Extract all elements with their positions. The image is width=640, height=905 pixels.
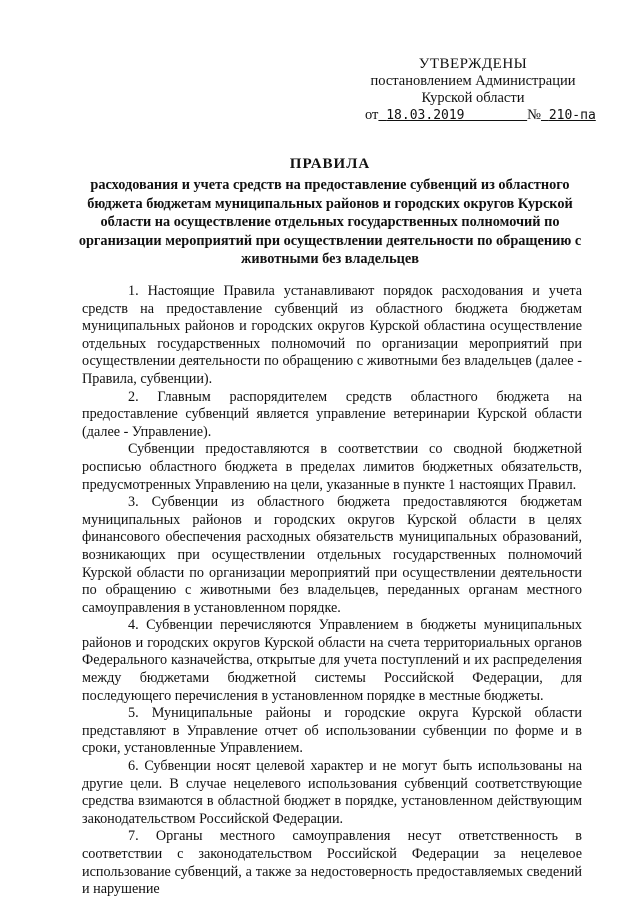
- number-value: 210-па: [548, 108, 596, 123]
- paragraph-8: 7. Органы местного самоуправления несут ответственность в соответствии с законодательством Российской Федерации за нецелевое использование субвенций, а также за недостоверность предоставляемых сведений и нарушение: [82, 828, 582, 898]
- date-prefix: от: [365, 107, 379, 123]
- paragraph-4: 3. Субвенции из областного бюджета предоставляются бюджетам муниципальных районов и городских округов Курской области в целях финансового обеспечения расходных обязательств муниципальных образований, возникающих при осуществлении отдельных государственных полномочий Курской области по организации мероприятий при осуществлении деятельности по обращению с животными без владельцев, переданных органам местного самоуправления в установленном порядке.: [82, 494, 582, 616]
- paragraph-7: 6. Субвенции носят целевой характер и не могут быть использованы на другие цели. В случае нецелевого использования субвенций соответствующие средства взимаются в областной бюджет в порядке, установленном действующим законодательством Российской Федерации.: [82, 758, 582, 827]
- paragraph-1: 1. Настоящие Правила устанавливают порядок расходования и учета средств на предоставление субвенций из областного бюджета бюджетам муниципальных районов и городских округов Курской областина осуществление отдельных государственных полномочий по организации мероприятий при осуществлении деятельности по обращению с животными без владельцев (далее - Правила, субвенции).: [82, 283, 582, 387]
- document-header: [70, 154, 590, 269]
- approval-title: УТВЕРЖДЕНЫ: [418, 56, 528, 72]
- document-body: [82, 283, 582, 899]
- number-prefix: №: [527, 107, 541, 123]
- date-value: 18.03.2019: [386, 108, 465, 123]
- paragraph-3: Субвенции предоставляются в соответствии со сводной бюджетной росписью областного бюджета в пределах лимитов бюджетных обязательств, предусмотренных Управлению на цели, указанные в пункте 1 настоящих Правил.: [82, 441, 582, 493]
- paragraph-6: 5. Муниципальные районы и городские округа Курской области представляют в Управление отчет об использовании субвенции по форме и в сроки, установленные Управлением.: [82, 705, 582, 757]
- approval-line-2: Курской области: [421, 90, 525, 106]
- approval-line-1: постановлением Администрации: [370, 73, 576, 89]
- document-subtitle: расходования и учета средств на предоставление субвенций из областного бюджета бюджетам муниципальных районов и городских округов Курской области на осуществление отдельных государственных полномочий по организации мероприятий при осуществлении деятельности по обращению с животными без владельцев: [78, 177, 582, 267]
- document-title: ПРАВИЛА: [289, 156, 371, 172]
- paragraph-2: 2. Главным распорядителем средств областного бюджета на предоставление субвенций является управление ветеринарии Курской области (далее - Управление).: [82, 388, 582, 440]
- paragraph-5: 4. Субвенции перечисляются Управлением в бюджеты муниципальных районов и городских округов Курской области на счета территориальных органов Федерального казначейства, открытые для учета поступлений и их распределения между бюджетами бюджетной системы Российской Федерации, для последующего перечисления в установленном порядке в местные бюджеты.: [82, 617, 582, 704]
- approval-date-row: [363, 107, 596, 124]
- approval-stamp: [363, 56, 596, 124]
